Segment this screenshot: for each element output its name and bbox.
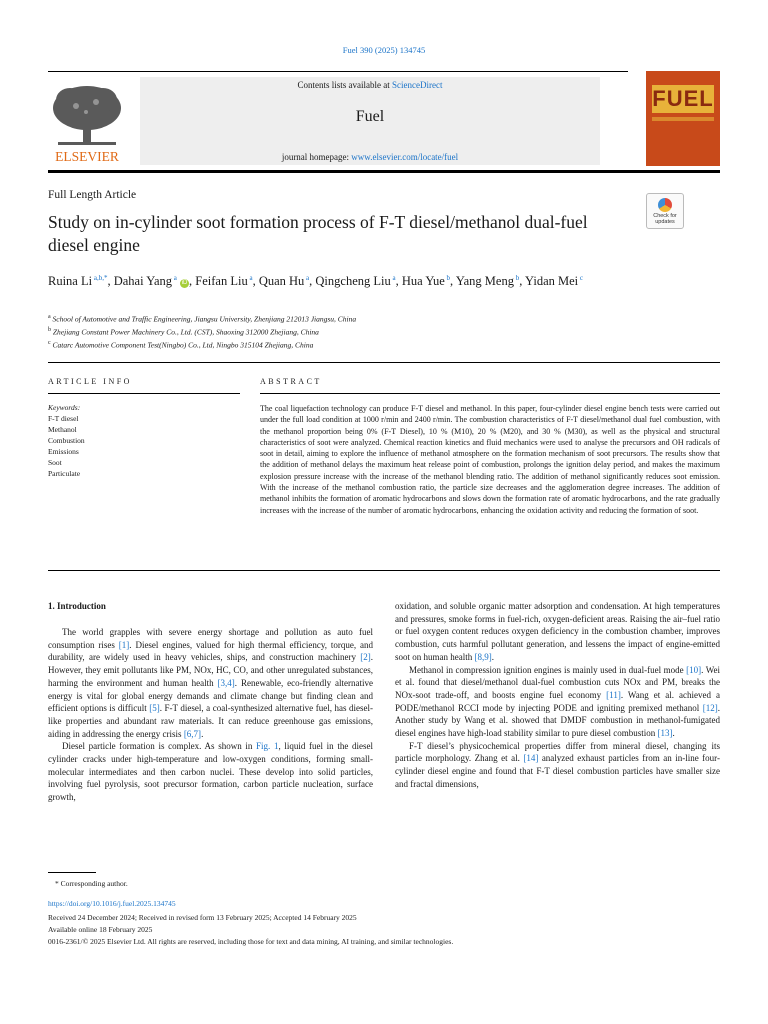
keyword-item: Combustion [48, 436, 85, 445]
elsevier-tree-logo [48, 78, 126, 164]
author-name: Hua Yue [401, 274, 445, 289]
article-info-heading: ARTICLE INFO [48, 377, 132, 386]
journal-reference[interactable]: Fuel 390 (2025) 134745 [342, 45, 426, 55]
author-name: Dahai Yang [113, 274, 173, 289]
sciencedirect-link[interactable]: ScienceDirect [392, 80, 443, 90]
date-line: 0016-2361/© 2025 Elsevier Ltd. All rights are reserved, including those for text and data mining, AI training, and similar technologies. [48, 937, 454, 946]
citation-link[interactable]: [14] [523, 753, 539, 764]
body-paragraph: F-T diesel’s physicochemical properties differ from mineral diesel, changing its particle morphology. Zhang et al. [14] analyzed exhaust particles from an in-line four-cylinder diesel engine and found that F-T diesel combustion particles have smaller size and fractal dimensions, [395, 740, 720, 789]
corresponding-author-note: * Corresponding author. [55, 879, 128, 888]
affiliation-item [48, 325, 688, 338]
keyword-list [48, 413, 238, 479]
header-rule-bottom [48, 170, 720, 173]
abstract-bottom-rule [48, 570, 720, 571]
keywords-block [48, 402, 238, 479]
affiliation-item [48, 338, 688, 351]
affiliation-text: Catarc Automotive Component Test(Ningbo) Co., Ltd, Ningbo 315104 Zhejiang, China [52, 340, 314, 350]
introduction-heading: 1. Introduction [48, 601, 106, 611]
body-paragraph: Diesel particle formation is complex. As shown in Fig. 1, liquid fuel in the diesel cylinder cracks under high-temperature and low-oxygen conditions, forming small-molecular intermediates and then carbon nuclei. These develop into solid particles, involving fuel pyrolysis, soot precursor formation, carbon particle nucleation, surface growth, [48, 741, 373, 803]
citation-link[interactable]: [12] [702, 702, 718, 713]
elsevier-wordmark: ELSEVIER [55, 149, 119, 164]
affiliation-marker: a [48, 314, 51, 320]
author-affiliation-marker[interactable]: a [247, 274, 253, 282]
body-column-right [395, 600, 720, 791]
crossmark-icon [658, 198, 672, 212]
citation-link[interactable]: [2] [360, 652, 371, 663]
affiliation-text: School of Automotive and Traffic Engineering, Jiangsu University, Zhenjiang 212013 Jiangsu, China [52, 314, 357, 324]
author-name: Feifan Liu [195, 274, 248, 289]
citation-link[interactable]: [1] [118, 639, 130, 650]
body-paragraph: oxidation, and soluble organic matter adsorption and condensation. At high temperatures and pressures, smoke forms in fuel-rich, oxygen-deficient areas. Raising the air–fuel ratio or fuel oxygen content reduces oxygen deficiency in the combustion chamber, improves combustion, cuts harmful pollutant generation, and lessens the impact of engine-emitted soot on human health [8,9]. [395, 601, 720, 662]
citation-link[interactable]: [11] [606, 689, 621, 700]
citation-link[interactable]: Fig. 1 [256, 741, 279, 752]
keyword-item: Emissions [48, 447, 79, 456]
abstract-heading: ABSTRACT [260, 377, 322, 386]
author-list: Ruina Li $^{a,b,*}$, Dahai Yang $^a$ iD , Feifan Liu $^a$, Quan Hu $^a$, Qingcheng Liu $^a$, Hua Yue $^b$, Yang Meng $^b$, Yidan Mei $^c$ [48, 274, 583, 289]
author-name: Yidan Mei [525, 274, 579, 289]
keywords-label: Keywords: [48, 403, 81, 412]
publication-dates [48, 912, 720, 948]
homepage-line: journal homepage: www.elsevier.com/locate/fuel [281, 152, 459, 162]
author-affiliation-marker[interactable]: a [172, 274, 177, 282]
check-for-updates-button[interactable] [646, 193, 684, 229]
homepage-link[interactable]: www.elsevier.com/locate/fuel [351, 152, 459, 162]
author-name: Qingcheng Liu [315, 274, 391, 289]
citation-link[interactable]: [6,7] [183, 728, 202, 739]
abstract-text: The coal liquefaction technology can produce F-T diesel and methanol. In this paper, four-cylinder diesel engine bench tests were carried out under the full load condition at 1000 r/min and 2400 r/min. The combustion characteristics of F-T diesel/methanol dual fuel combustion, with the methanol proportion being 0% (F-T Diesel), 10 % (M10), 20 % (M20), and 30 % (M30), as well as the physical and structural characteristics of soot were analyzed. Chemical reaction kinetics and fluid mechanics were used to analyse the precursors and OH radicals of soot in detail, aiming to explore the influence of methanol atmosphere on the formation mechanism of soot precursors. The results show that the addition of methanol delays the maximum heat release point of combustion, prolongs the ignition delay period, and makes the maximum explosion pressure increase with the increase of the methanol blending ratio. The addition of methanol significantly reduces soot emission. With the increase of the methanol combustion ratio, the particle size decreases and the agglomeration degree increases. The addition of methanol inhibits the formation of aromatic hydrocarbons and slows down the formation rate of aromatic hydrocarbons, and the rate gradually increases with the increase of the number of aromatic hydrocarbons, enhancing the oxidation activity and reducing the formation of soot. [260, 404, 720, 515]
keyword-item: Soot [48, 458, 62, 467]
abstract-rule [260, 393, 720, 394]
author-affiliation-marker[interactable]: a [304, 274, 310, 282]
citation-link[interactable]: [13] [657, 728, 673, 739]
doi-link[interactable]: https://doi.org/10.1016/j.fuel.2025.134745 [48, 899, 176, 908]
affiliation-marker: b [48, 327, 51, 333]
cover-subtitle-bar [652, 117, 714, 121]
author-affiliation-marker[interactable]: a,b,* [92, 274, 108, 282]
author-affiliation-marker[interactable]: c [578, 274, 583, 282]
author-name: Yang Meng [455, 274, 514, 289]
journal-cover-image[interactable] [646, 71, 720, 166]
body-paragraph: The world grapples with severe energy shortage and pollution as auto fuel consumption rises [1]. Diesel engines, valued for high thermal efficiency, torque, and durability, are widely used in heavy vehicles, ships, and construction machinery [2]. However, they emit pollutants like PM, NOx, HC, CO, and other unregulated substances, harming the environment and human health [3,4]. Renewable, eco-friendly alternative energy is vital for global energy demands and climate change but finding clean and efficient options is difficult [5]. F-T diesel, a coal-synthesized alternative fuel, has diesel-like properties and abundant raw materials. It can reduce greenhouse gas emissions, aiding in addressing the energy crisis [6,7]. [48, 627, 374, 739]
author-name: Quan Hu [258, 274, 305, 289]
orcid-icon[interactable]: iD [181, 280, 188, 287]
citation-link[interactable]: [8,9] [474, 651, 492, 662]
keyword-item: Methanol [48, 425, 77, 434]
author-affiliation-marker[interactable]: b [513, 274, 520, 282]
body-column-left [48, 626, 373, 804]
section-divider [48, 362, 720, 363]
affiliations [48, 312, 688, 351]
doi-link-line[interactable] [48, 899, 176, 908]
citation-link[interactable]: [5] [149, 703, 160, 714]
journal-name: Fuel [355, 108, 385, 125]
article-info-rule [48, 393, 240, 394]
body-paragraph: Methanol in compression ignition engines is mainly used in dual-fuel mode [10]. Wei et al. found that diesel/methanol dual-fuel combustion cuts NOx and PM, breaks the NOx-soot trade-off, and boosts engine fuel economy [11]. Wang et al. achieved a PODE/methanol RCCI mode by injecting PODE and igniting premixed methanol [12]. Another study by Wang et al. showed that DMDF combustion in methanol-fumigated diesel engines have high-load stability similar to pure diesel combustion [13]. [395, 664, 720, 739]
date-line: Available online 18 February 2025 [48, 925, 153, 934]
keyword-item: Particulate [48, 469, 81, 478]
cover-title: FUEL [652, 86, 714, 111]
citation-link[interactable]: [10] [686, 664, 702, 675]
keyword-item: F-T diesel [48, 414, 79, 423]
author-name: Ruina Li [48, 274, 93, 289]
contents-line: Contents lists available at ScienceDirect [297, 80, 443, 90]
affiliation-marker: c [48, 340, 51, 346]
footnote-rule [48, 872, 96, 873]
author-affiliation-marker[interactable]: b [444, 274, 451, 282]
check-for-updates-label: Check for updates [653, 213, 677, 225]
affiliation-item [48, 312, 688, 325]
article-type: Full Length Article [48, 189, 137, 201]
author-affiliation-marker[interactable]: a [390, 274, 396, 282]
article-title: Study on in-cylinder soot formation process of F-T diesel/methanol dual-fuel diesel engine [48, 212, 588, 255]
affiliation-text: Zhejiang Constant Power Machinery Co., Ltd. (CST), Shaoxing 312000 Zhejiang, China [52, 327, 319, 337]
citation-link[interactable]: [3,4] [217, 677, 235, 688]
header-rule-top [48, 71, 628, 72]
date-line: Received 24 December 2024; Received in revised form 13 February 2025; Accepted 14 February 2025 [48, 913, 357, 922]
